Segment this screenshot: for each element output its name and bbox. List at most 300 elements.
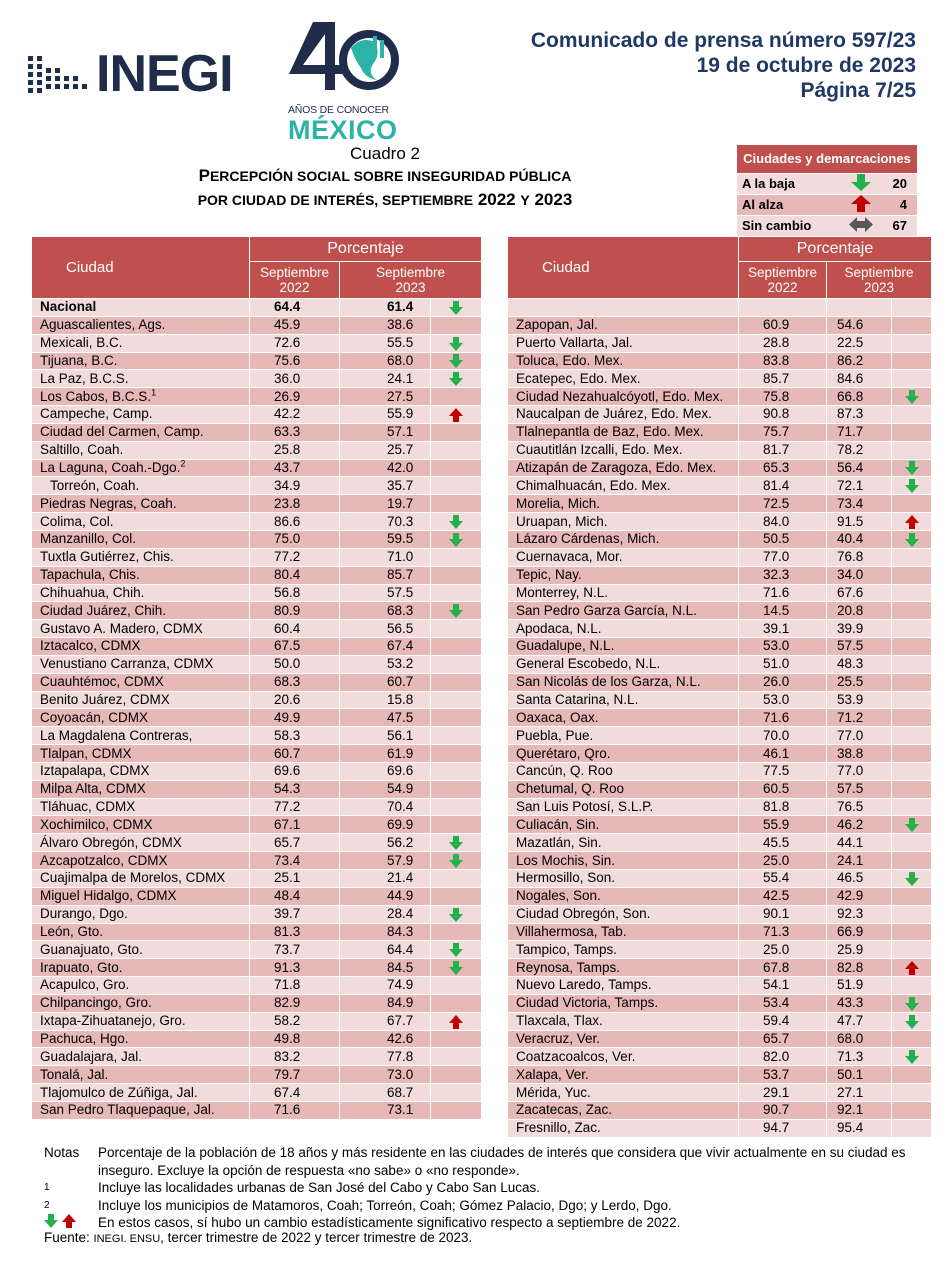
value-sep-2023: 73.1 <box>340 1101 431 1119</box>
value-sep-2023: 27.5 <box>340 388 431 406</box>
table-row <box>508 638 932 656</box>
table-row <box>32 994 482 1012</box>
arrow-cell <box>892 548 932 566</box>
arrow-down-icon <box>892 870 932 888</box>
arrow-cell <box>892 691 932 709</box>
city-name: Tlaxcala, Tlax. <box>508 1012 739 1030</box>
city-name: Xalapa, Ver. <box>508 1066 739 1084</box>
city-name: Pachuca, Hgo. <box>32 1030 250 1048</box>
arrow-cell <box>431 459 482 477</box>
arrow-cell <box>431 477 482 495</box>
arrow-up-icon <box>892 959 932 977</box>
city-name: Campeche, Camp. <box>32 406 250 424</box>
value-sep-2022: 68.3 <box>250 673 340 691</box>
city-name: San Pedro Garza García, N.L. <box>508 602 739 620</box>
city-name: Zapopan, Jal. <box>508 316 739 334</box>
value-sep-2022: 81.8 <box>739 798 827 816</box>
table-row <box>32 459 482 477</box>
value-sep-2022: 60.9 <box>739 316 827 334</box>
value-sep-2023: 70.3 <box>340 513 431 531</box>
value-sep-2023 <box>827 299 892 317</box>
value-sep-2023: 56.5 <box>340 620 431 638</box>
value-sep-2023: 21.4 <box>340 870 431 888</box>
arrow-cell <box>892 584 932 602</box>
column-header-porcentaje: Porcentaje <box>739 237 932 262</box>
value-sep-2023: 42.0 <box>340 459 431 477</box>
value-sep-2022: 80.4 <box>250 566 340 584</box>
arrow-cell <box>892 1101 932 1119</box>
arrow-cell <box>431 423 482 441</box>
table-row <box>508 316 932 334</box>
table-row <box>508 959 932 977</box>
value-sep-2022: 65.7 <box>250 834 340 852</box>
value-sep-2023: 42.9 <box>827 887 892 905</box>
value-sep-2022: 90.8 <box>739 406 827 424</box>
arrow-cell <box>892 905 932 923</box>
city-name: Manzanillo, Col. <box>32 530 250 548</box>
value-sep-2022: 39.7 <box>250 905 340 923</box>
table-row <box>508 566 932 584</box>
value-sep-2023: 56.1 <box>340 727 431 745</box>
arrow-cell <box>892 638 932 656</box>
value-sep-2023: 95.4 <box>827 1119 892 1137</box>
value-sep-2023: 34.0 <box>827 566 892 584</box>
table-row <box>508 941 932 959</box>
table-row <box>32 441 482 459</box>
value-sep-2022: 26.0 <box>739 673 827 691</box>
value-sep-2022: 25.0 <box>739 941 827 959</box>
arrow-cell <box>892 673 932 691</box>
value-sep-2022: 26.9 <box>250 388 340 406</box>
value-sep-2023: 54.9 <box>340 780 431 798</box>
value-sep-2023: 69.9 <box>340 816 431 834</box>
city-name: Los Cabos, B.C.S.$^1$ <box>32 388 250 406</box>
city-name: Culiacán, Sin. <box>508 816 739 834</box>
city-name: Morelia, Mich. <box>508 495 739 513</box>
table-row <box>508 798 932 816</box>
arrow-cell <box>431 495 482 513</box>
city-name: Cuauhtémoc, CDMX <box>32 673 250 691</box>
value-sep-2022: 86.6 <box>250 513 340 531</box>
city-name: Irapuato, Gto. <box>32 959 250 977</box>
arrow-cell <box>892 834 932 852</box>
arrow-cell <box>431 1048 482 1066</box>
table-row <box>32 691 482 709</box>
value-sep-2023: 38.8 <box>827 745 892 763</box>
arrow-cell <box>892 709 932 727</box>
table-row <box>508 887 932 905</box>
table-row <box>508 1101 932 1119</box>
value-sep-2023: 27.1 <box>827 1084 892 1102</box>
inegi-logo <box>26 45 238 103</box>
table-row <box>508 1012 932 1030</box>
table-row <box>32 959 482 977</box>
inegi-wordmark: INEGI <box>96 45 233 103</box>
table-row <box>508 370 932 388</box>
city-name: Álvaro Obregón, CDMX <box>32 834 250 852</box>
arrow-cell <box>431 655 482 673</box>
left-data-table <box>31 236 482 1120</box>
arrow-cell <box>431 798 482 816</box>
city-name: Puerto Vallarta, Jal. <box>508 334 739 352</box>
value-sep-2022: 75.7 <box>739 423 827 441</box>
arrow-cell <box>892 620 932 638</box>
value-sep-2022 <box>739 299 827 317</box>
city-name: Venustiano Carranza, CDMX <box>32 655 250 673</box>
arrow-cell <box>892 727 932 745</box>
arrow-cell <box>431 977 482 995</box>
value-sep-2022: 71.8 <box>250 977 340 995</box>
table-row <box>508 1030 932 1048</box>
note-2: 2 Incluye los municipios de Matamoros, Coah; Torreón, Coah; Gómez Palacio, Dgo; y Lerdo, Dgo. <box>44 1197 672 1213</box>
arrow-down-icon <box>431 513 482 531</box>
table-row <box>32 513 482 531</box>
value-sep-2023: 67.4 <box>340 638 431 656</box>
city-name: La Laguna, Coah.-Dgo.$^2$ <box>32 459 250 477</box>
arrow-cell <box>892 798 932 816</box>
city-name: Milpa Alta, CDMX <box>32 780 250 798</box>
arrow-cell <box>892 923 932 941</box>
value-sep-2022: 67.8 <box>739 959 827 977</box>
arrow-cell <box>892 852 932 870</box>
value-sep-2023: 35.7 <box>340 477 431 495</box>
table-row <box>508 762 932 780</box>
value-sep-2023: 59.5 <box>340 530 431 548</box>
table-row <box>32 798 482 816</box>
value-sep-2023: 78.2 <box>827 441 892 459</box>
city-name: Zacatecas, Zac. <box>508 1101 739 1119</box>
value-sep-2022: 49.8 <box>250 1030 340 1048</box>
city-name: Puebla, Pue. <box>508 727 739 745</box>
value-sep-2022: 64.4 <box>250 299 340 317</box>
arrow-down-icon <box>892 477 932 495</box>
value-sep-2022: 72.5 <box>739 495 827 513</box>
arrow-cell <box>431 1084 482 1102</box>
table-row <box>32 923 482 941</box>
arrow-cell <box>431 887 482 905</box>
table-row <box>508 477 932 495</box>
city-name: Cuernavaca, Mor. <box>508 548 739 566</box>
arrow-cell <box>892 441 932 459</box>
city-name: Toluca, Edo. Mex. <box>508 352 739 370</box>
value-sep-2023: 56.2 <box>340 834 431 852</box>
table-row <box>32 762 482 780</box>
value-sep-2023: 15.8 <box>340 691 431 709</box>
value-sep-2023: 28.4 <box>340 905 431 923</box>
table-row <box>32 745 482 763</box>
notes-section <box>44 1144 924 1233</box>
city-name: Chimalhuacán, Edo. Mex. <box>508 477 739 495</box>
table-row <box>508 691 932 709</box>
arrow-down-icon <box>431 602 482 620</box>
column-header-ciudad: Ciudad <box>508 237 739 299</box>
arrow-down-icon <box>431 530 482 548</box>
value-sep-2023: 87.3 <box>827 406 892 424</box>
city-name: La Magdalena Contreras, <box>32 727 250 745</box>
arrow-cell <box>431 780 482 798</box>
value-sep-2023: 20.8 <box>827 602 892 620</box>
value-sep-2022: 90.7 <box>739 1101 827 1119</box>
arrow-down-icon <box>431 852 482 870</box>
table-row <box>508 727 932 745</box>
value-sep-2022: 67.4 <box>250 1084 340 1102</box>
arrow-cell <box>892 423 932 441</box>
source-line: Fuente: INEGI. ENSU, tercer trimestre de 2022 y tercer trimestre de 2023. <box>44 1230 473 1245</box>
city-name: Azcapotzalco, CDMX <box>32 852 250 870</box>
value-sep-2023: 57.5 <box>827 780 892 798</box>
value-sep-2022: 53.0 <box>739 638 827 656</box>
value-sep-2023: 40.4 <box>827 530 892 548</box>
arrow-cell <box>431 441 482 459</box>
value-sep-2022: 43.7 <box>250 459 340 477</box>
value-sep-2023: 24.1 <box>827 852 892 870</box>
value-sep-2023: 66.9 <box>827 923 892 941</box>
table-row <box>32 477 482 495</box>
value-sep-2022: 49.9 <box>250 709 340 727</box>
table-row <box>508 530 932 548</box>
value-sep-2022: 60.7 <box>250 745 340 763</box>
city-name: Iztapalapa, CDMX <box>32 762 250 780</box>
table-row <box>32 852 482 870</box>
value-sep-2023: 71.7 <box>827 423 892 441</box>
city-name: San Pedro Tlaquepaque, Jal. <box>32 1101 250 1119</box>
value-sep-2022: 72.6 <box>250 334 340 352</box>
arrow-cell <box>431 388 482 406</box>
arrow-cell <box>892 745 932 763</box>
table-row <box>508 1119 932 1137</box>
city-name: Cancún, Q. Roo <box>508 762 739 780</box>
table-row <box>508 299 932 317</box>
value-sep-2022: 59.4 <box>739 1012 827 1030</box>
value-sep-2022: 54.3 <box>250 780 340 798</box>
city-name: Tlajomulco de Zúñiga, Jal. <box>32 1084 250 1102</box>
value-sep-2023: 77.0 <box>827 762 892 780</box>
arrow-cell <box>431 638 482 656</box>
table-row <box>508 977 932 995</box>
value-sep-2023: 22.5 <box>827 334 892 352</box>
table-row <box>32 655 482 673</box>
table-row <box>508 834 932 852</box>
table-row <box>508 870 932 888</box>
arrow-cell <box>892 495 932 513</box>
arrow-cell <box>431 584 482 602</box>
table-row <box>32 316 482 334</box>
city-name: La Paz, B.C.S. <box>32 370 250 388</box>
table-row <box>32 495 482 513</box>
value-sep-2023: 61.4 <box>340 299 431 317</box>
city-name: Ciudad Juárez, Chih. <box>32 602 250 620</box>
city-name: Santa Catarina, N.L. <box>508 691 739 709</box>
value-sep-2022: 67.1 <box>250 816 340 834</box>
column-header-porcentaje: Porcentaje <box>250 237 482 262</box>
arrow-cell <box>892 1030 932 1048</box>
city-name: Hermosillo, Son. <box>508 870 739 888</box>
arrow-cell <box>892 780 932 798</box>
arrow-down-icon <box>431 334 482 352</box>
value-sep-2022: 60.4 <box>250 620 340 638</box>
value-sep-2022: 75.8 <box>739 388 827 406</box>
arrow-up-icon <box>431 1012 482 1030</box>
legend-header: Ciudades y demarcaciones <box>737 145 917 173</box>
value-sep-2023: 47.7 <box>827 1012 892 1030</box>
city-name: Xochimilco, CDMX <box>32 816 250 834</box>
value-sep-2023: 44.1 <box>827 834 892 852</box>
value-sep-2023: 47.5 <box>340 709 431 727</box>
value-sep-2022: 28.8 <box>739 334 827 352</box>
value-sep-2022: 50.5 <box>739 530 827 548</box>
city-name: Tlalpan, CDMX <box>32 745 250 763</box>
arrow-cell <box>431 709 482 727</box>
value-sep-2022: 65.3 <box>739 459 827 477</box>
value-sep-2022: 75.6 <box>250 352 340 370</box>
value-sep-2023: 68.7 <box>340 1084 431 1102</box>
table-row <box>508 334 932 352</box>
city-name: Ciudad del Carmen, Camp. <box>32 423 250 441</box>
arrow-cell <box>431 566 482 584</box>
value-sep-2023: 84.3 <box>340 923 431 941</box>
table-row <box>508 1084 932 1102</box>
value-sep-2022: 48.4 <box>250 887 340 905</box>
table-row <box>32 406 482 424</box>
table-row <box>32 548 482 566</box>
legend-box <box>737 145 917 236</box>
arrow-up-icon <box>892 513 932 531</box>
arrow-cell <box>892 334 932 352</box>
table-row <box>32 1048 482 1066</box>
value-sep-2023: 68.0 <box>827 1030 892 1048</box>
arrow-down-icon <box>431 352 482 370</box>
value-sep-2022: 71.3 <box>739 923 827 941</box>
value-sep-2022: 70.0 <box>739 727 827 745</box>
value-sep-2023: 91.5 <box>827 513 892 531</box>
table-row <box>508 655 932 673</box>
table-row <box>32 423 482 441</box>
city-name: Tlalnepantla de Baz, Edo. Mex. <box>508 423 739 441</box>
value-sep-2022: 71.6 <box>739 584 827 602</box>
table-row <box>32 727 482 745</box>
value-sep-2022: 56.8 <box>250 584 340 602</box>
city-name: Tuxtla Gutiérrez, Chis. <box>32 548 250 566</box>
value-sep-2023: 39.9 <box>827 620 892 638</box>
value-sep-2022: 83.2 <box>250 1048 340 1066</box>
arrow-cell <box>892 370 932 388</box>
value-sep-2022: 91.3 <box>250 959 340 977</box>
value-sep-2022: 65.7 <box>739 1030 827 1048</box>
column-header-sep-2022: Septiembre 2022 <box>250 262 340 299</box>
value-sep-2023: 44.9 <box>340 887 431 905</box>
arrow-cell <box>431 816 482 834</box>
value-sep-2022: 79.7 <box>250 1066 340 1084</box>
city-name: Guanajuato, Gto. <box>32 941 250 959</box>
value-sep-2022: 94.7 <box>739 1119 827 1137</box>
table-row <box>32 1012 482 1030</box>
cuadro-label: Cuadro 2 <box>350 144 420 163</box>
arrow-down-icon <box>892 388 932 406</box>
value-sep-2023: 54.6 <box>827 316 892 334</box>
value-sep-2022: 69.6 <box>250 762 340 780</box>
arrow-cell <box>892 941 932 959</box>
value-sep-2023: 84.5 <box>340 959 431 977</box>
value-sep-2022: 58.3 <box>250 727 340 745</box>
table-row <box>508 905 932 923</box>
city-name: Villahermosa, Tab. <box>508 923 739 941</box>
arrow-cell <box>892 316 932 334</box>
arrow-cell <box>431 1066 482 1084</box>
value-sep-2022: 84.0 <box>739 513 827 531</box>
double-arrow-icon <box>841 217 881 235</box>
column-header-sep-2022: Septiembre 2022 <box>739 262 827 299</box>
table-row <box>508 780 932 798</box>
value-sep-2023: 92.3 <box>827 905 892 923</box>
city-name: Nogales, Son. <box>508 887 739 905</box>
value-sep-2022: 83.8 <box>739 352 827 370</box>
forty-years-icon <box>285 18 400 98</box>
value-sep-2022: 82.0 <box>739 1048 827 1066</box>
arrow-cell <box>431 994 482 1012</box>
column-header-ciudad: Ciudad <box>32 237 250 299</box>
value-sep-2022: 82.9 <box>250 994 340 1012</box>
arrow-cell <box>892 1084 932 1102</box>
table-row <box>508 816 932 834</box>
arrow-down-icon <box>892 530 932 548</box>
arrow-cell <box>431 548 482 566</box>
city-name: San Nicolás de los Garza, N.L. <box>508 673 739 691</box>
legend-row-down: A la baja 20 <box>737 174 917 195</box>
value-sep-2023: 76.8 <box>827 548 892 566</box>
arrow-cell <box>892 977 932 995</box>
value-sep-2023: 77.8 <box>340 1048 431 1066</box>
press-release-date: 19 de octubre de 2023 <box>696 54 916 77</box>
value-sep-2022: 42.5 <box>739 887 827 905</box>
city-name: Piedras Negras, Coah. <box>32 495 250 513</box>
value-sep-2022: 60.5 <box>739 780 827 798</box>
arrow-cell <box>431 923 482 941</box>
arrow-cell <box>892 566 932 584</box>
table-row <box>32 1084 482 1102</box>
value-sep-2022: 71.6 <box>250 1101 340 1119</box>
value-sep-2023: 73.0 <box>340 1066 431 1084</box>
value-sep-2023: 82.8 <box>827 959 892 977</box>
value-sep-2023: 25.7 <box>340 441 431 459</box>
arrow-down-icon <box>431 834 482 852</box>
value-sep-2022: 51.0 <box>739 655 827 673</box>
arrow-cell <box>892 406 932 424</box>
note-general: Notas Porcentaje de la población de 18 años y más residente en las ciudades de interés que considera que vivir actualmente en su ciudad es inseguro. Excluye la opción de respuesta «no sabe» o «no responde». <box>44 1145 906 1178</box>
city-name: Apodaca, N.L. <box>508 620 739 638</box>
note-1: 1 Incluye las localidades urbanas de San José del Cabo y Cabo San Lucas. <box>44 1180 541 1195</box>
table-row <box>508 548 932 566</box>
value-sep-2022: 25.0 <box>739 852 827 870</box>
table-row <box>32 1030 482 1048</box>
value-sep-2023: 71.0 <box>340 548 431 566</box>
table-row <box>508 406 932 424</box>
table-row <box>32 709 482 727</box>
table-title <box>170 144 600 212</box>
table-row <box>508 495 932 513</box>
city-name: Mazatlán, Sin. <box>508 834 739 852</box>
value-sep-2023: 46.5 <box>827 870 892 888</box>
city-name: Chetumal, Q. Roo <box>508 780 739 798</box>
arrow-cell <box>431 1030 482 1048</box>
value-sep-2023: 51.9 <box>827 977 892 995</box>
value-sep-2023: 76.5 <box>827 798 892 816</box>
city-name: Guadalajara, Jal. <box>32 1048 250 1066</box>
city-name: Oaxaca, Oax. <box>508 709 739 727</box>
arrow-down-icon <box>892 816 932 834</box>
table-row <box>508 852 932 870</box>
value-sep-2022: 81.7 <box>739 441 827 459</box>
value-sep-2023: 46.2 <box>827 816 892 834</box>
